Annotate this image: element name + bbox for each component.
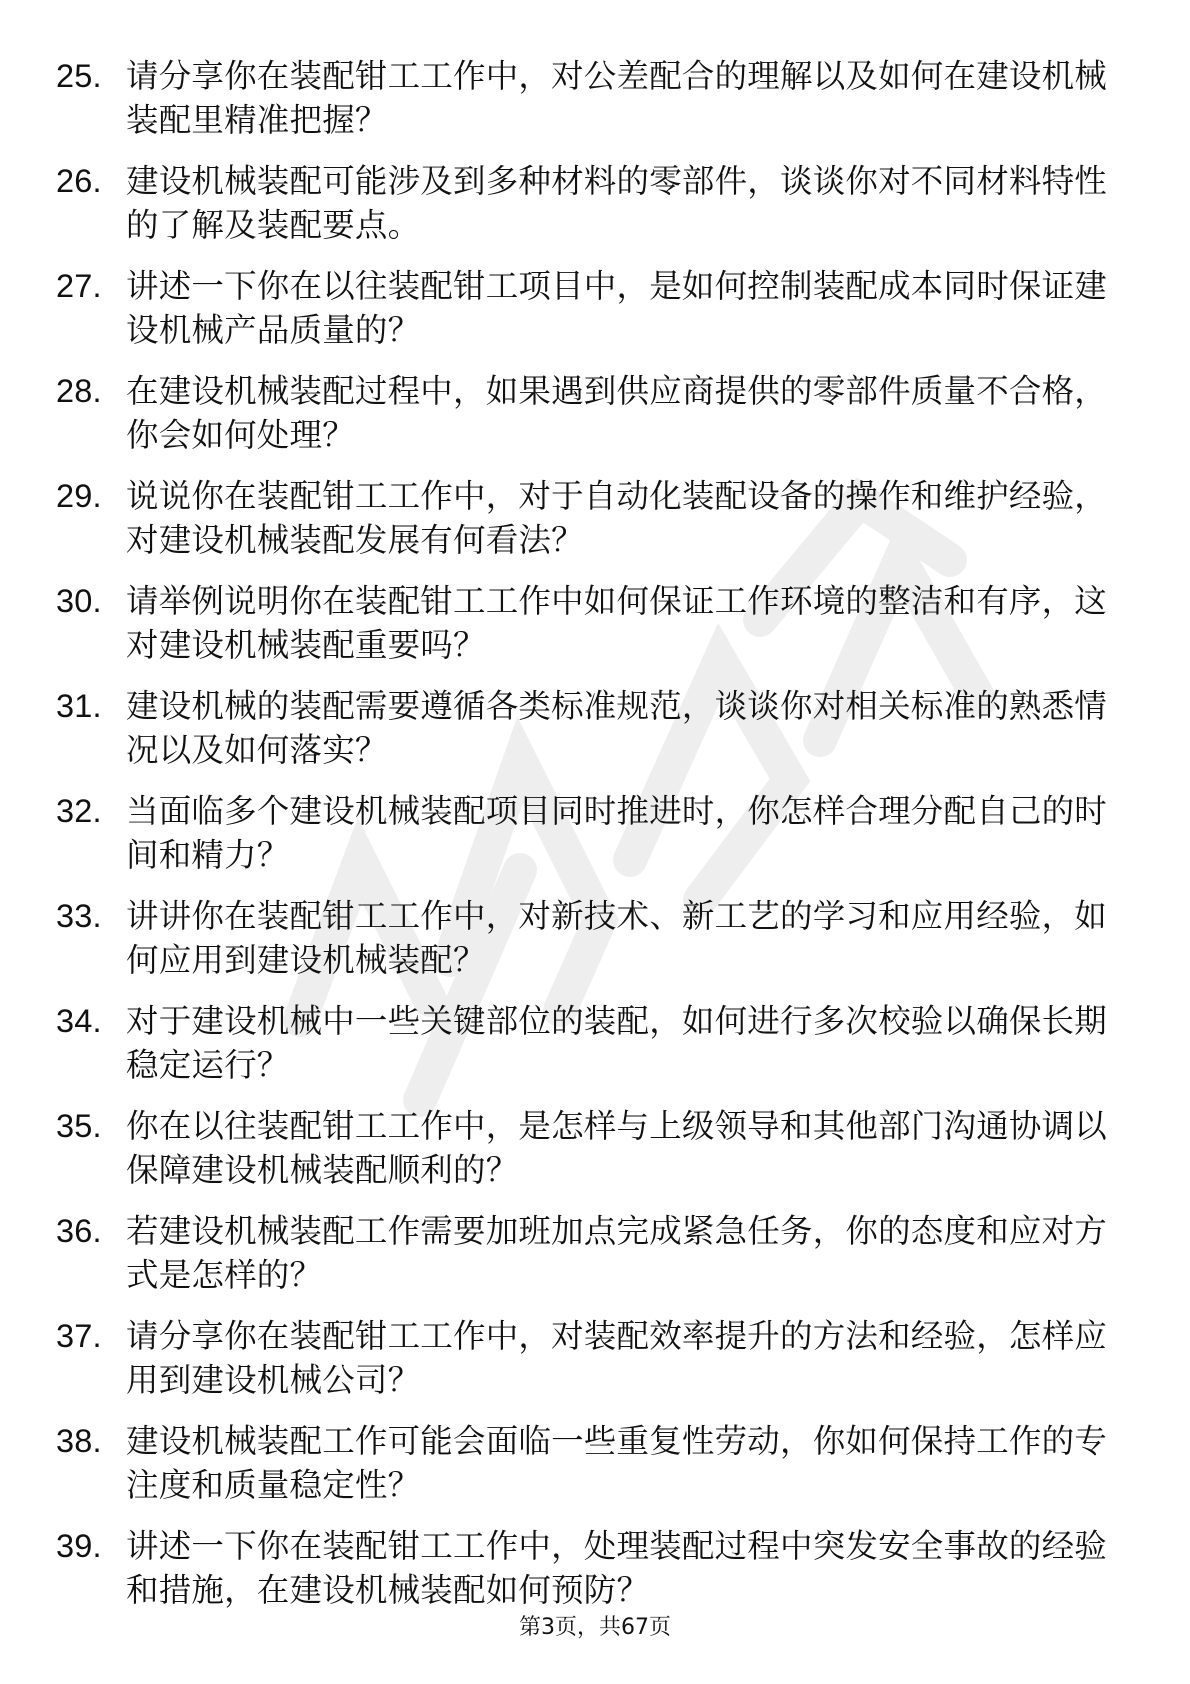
question-number: 26.	[56, 163, 102, 199]
question-item	[56, 369, 1136, 457]
question-item	[56, 1209, 1136, 1297]
question-number: 37.	[56, 1318, 102, 1354]
question-number: 29.	[56, 478, 102, 514]
question-text: 建设机械装配可能涉及到多种材料的零部件，谈谈你对不同材料特性的了解及装配要点。	[126, 162, 1108, 244]
question-number: 34.	[56, 1003, 102, 1039]
question-text: 你在以往装配钳工工作中，是怎样与上级领导和其他部门沟通协调以保障建设机械装配顺利的？	[126, 1107, 1108, 1189]
question-number: 33.	[56, 898, 102, 934]
question-item	[56, 54, 1136, 142]
question-text: 对于建设机械中一些关键部位的装配，如何进行多次校验以确保长期稳定运行？	[126, 1002, 1108, 1084]
question-text: 建设机械装配工作可能会面临一些重复性劳动，你如何保持工作的专注度和质量稳定性？	[126, 1422, 1108, 1504]
question-number: 39.	[56, 1528, 102, 1564]
question-text: 请举例说明你在装配钳工工作中如何保证工作环境的整洁和有序，这对建设机械装配重要吗？	[126, 582, 1108, 664]
question-item	[56, 789, 1136, 877]
question-item	[56, 264, 1136, 352]
question-item	[56, 474, 1136, 562]
question-text: 在建设机械装配过程中，如果遇到供应商提供的零部件质量不合格，你会如何处理？	[126, 372, 1108, 454]
question-number: 25.	[56, 58, 102, 94]
question-text: 讲述一下你在以往装配钳工项目中，是如何控制装配成本同时保证建设机械产品质量的？	[126, 267, 1108, 349]
question-item	[56, 579, 1136, 667]
question-number: 35.	[56, 1108, 102, 1144]
question-item	[56, 1524, 1136, 1612]
question-number: 38.	[56, 1423, 102, 1459]
question-item	[56, 999, 1136, 1087]
question-item	[56, 684, 1136, 772]
question-number: 30.	[56, 583, 102, 619]
question-text: 说说你在装配钳工工作中，对于自动化装配设备的操作和维护经验，对建设机械装配发展有何看法？	[126, 477, 1108, 559]
question-item	[56, 894, 1136, 982]
question-item	[56, 1419, 1136, 1507]
question-list	[56, 54, 1136, 1629]
question-item	[56, 1314, 1136, 1402]
question-text: 请分享你在装配钳工工作中，对公差配合的理解以及如何在建设机械装配里精准把握？	[126, 57, 1108, 139]
question-text: 建设机械的装配需要遵循各类标准规范，谈谈你对相关标准的熟悉情况以及如何落实？	[126, 687, 1108, 769]
question-number: 31.	[56, 688, 102, 724]
page-footer: 第3页，共67页	[519, 1615, 671, 1640]
question-text: 讲讲你在装配钳工工作中，对新技术、新工艺的学习和应用经验，如何应用到建设机械装配？	[126, 897, 1108, 979]
question-text: 讲述一下你在装配钳工工作中，处理装配过程中突发安全事故的经验和措施，在建设机械装配如何预防？	[126, 1527, 1108, 1609]
question-text: 若建设机械装配工作需要加班加点完成紧急任务，你的态度和应对方式是怎样的？	[126, 1212, 1108, 1294]
question-item	[56, 159, 1136, 247]
question-number: 27.	[56, 268, 102, 304]
question-number: 28.	[56, 373, 102, 409]
question-text: 当面临多个建设机械装配项目同时推进时，你怎样合理分配自己的时间和精力？	[126, 792, 1108, 874]
question-number: 32.	[56, 793, 102, 829]
question-text: 请分享你在装配钳工工作中，对装配效率提升的方法和经验，怎样应用到建设机械公司？	[126, 1317, 1108, 1399]
question-item	[56, 1104, 1136, 1192]
question-number: 36.	[56, 1213, 102, 1249]
